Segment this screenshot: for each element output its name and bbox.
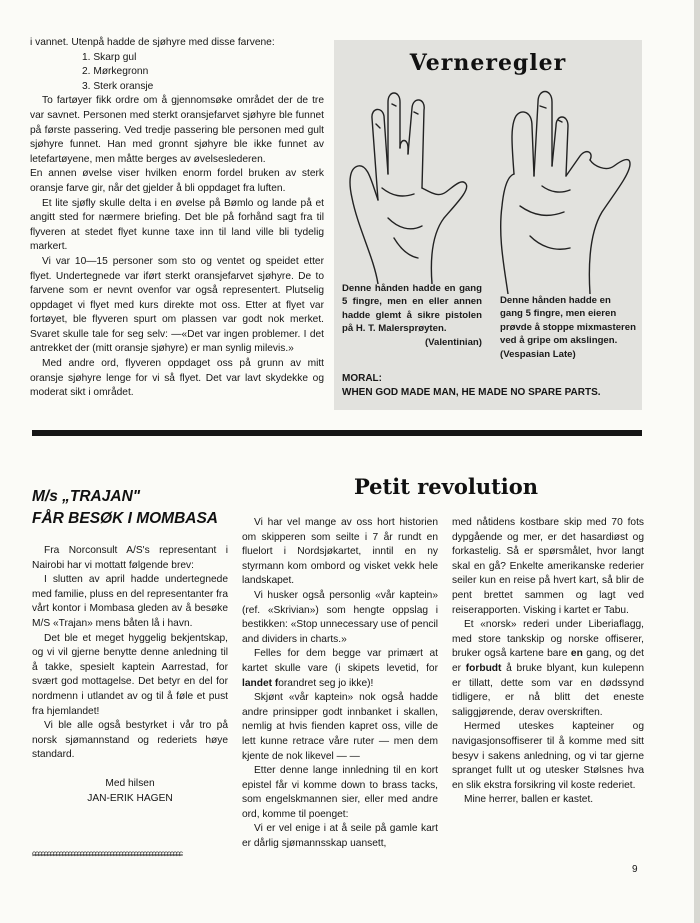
paragraph: Fra Norconsult A/S's representant i Nairobi har vi mottatt følgende brev: (32, 545, 228, 571)
text-run: å bruke blyant, kun kulepenn er tillatt, dette som var en dødssynd tidligere, er nå blitt det eneste saliggjørende, derav overskriften. (452, 662, 644, 718)
paragraph (242, 647, 438, 691)
petit-column-1 (242, 516, 438, 852)
signature-greeting: Med hilsen (105, 777, 155, 789)
caption-attribution: (Vespasian Late) (500, 348, 576, 360)
caption-attribution: (Valentinian) (424, 336, 482, 348)
paragraph: Det ble et meget hyggelig bekjentskap, og vi vil gjerne benytte denne anledning til å takke, spesielt kaptein Aarrestad, for svært god mottagelse. Det betyr en del for nordmenn i utlandet av og til å føle et pust fra hjemlandet! (32, 632, 228, 717)
trajan-article (32, 544, 228, 806)
paragraph: Vi husker også personlig «vår kaptein» (ref. «Skrivian») som hengte oppslag i bestikken: «Stop unnecessary use of pencil and dividers in charts.» (242, 589, 438, 645)
ornament-border: ɕɕɕɕɕɕɕɕɕɕɕɕɕɕɕɕɕɕɕɕɕɕɕɕɕɕɕɕɕɕɕɕɕɕɕɕɕɕɕɕɕɕɕɕɕɕɕɕɕɕ (32, 850, 182, 858)
trajan-headline (32, 486, 232, 530)
paragraph: I slutten av april hadde undertegnede med familie, pluss en del representanter fra vårt kontor i Mombasa gleden av å besøke M/S «Trajan» mens båten lå i havn. (32, 574, 228, 629)
text-run: orandret seg jo ikke)! (278, 677, 374, 689)
caption-right (500, 294, 636, 361)
moral-text: WHEN GOD MADE MAN, HE MADE NO SPARE PARTS. (342, 387, 601, 398)
hand-illustration-left (338, 88, 488, 284)
list-item: 2. Mørkegronn (82, 66, 149, 78)
paragraph: En annen øvelse viser hvilken enorm fordel bruken av sterk oransje farve gir, når det gjelder å bli oppdaget fra luften. (30, 168, 324, 194)
signature-name: JAN-ERIK HAGEN (87, 792, 173, 804)
paragraph: Vi er vel enige i at å seile på gamle kart er dårlig sjømannsskap uansett, (242, 823, 438, 850)
bold-text: landet f (242, 677, 279, 689)
paragraph: Hermed uteskes kapteiner og navigasjonsoffiserer til å komme med sitt besyv i sakens anledning, og vi tar gjerne spranget fullt ut og utesker Stølsnes hva en slik ekstra forsikring vil koste rederiet. (452, 721, 644, 791)
caption-left (342, 282, 482, 349)
paragraph: Vi var 10—15 personer som sto og ventet og speidet etter flyet. Undertegnede var iført sterkt oransjefarvet sjøhyre. De to farvene som er nevnt ovenfor var også representert. Plutselig oppdaget vi flyet med kurs direkte mot oss. Etter at flyet var fortøyet, ble flyveren spurt om plassen var godt nok merket. Svaret skulle tale for seg selv: —«Det var ingen problemer. I det antrekket der (mitt oransje sjøhyre) er man synlig milevis.» (30, 255, 324, 355)
caption-text: Denne hånden hadde en gang 5 fingre, men eieren prøvde å stoppe mixmasteren ved å gripe om akslingen. (500, 295, 636, 347)
verneregler-box (334, 40, 642, 410)
paragraph: To fartøyer fikk ordre om å gjennomsøke området der de tre var savnet. Personen med sterkt oransjefarvet sjøhyre ble funnet på første passering. Ved tredje passering ble personen med gult sjøhyre funnet. Han med gronnt sjøhyre ble ikke funnet av letefartøyene, men måtte berges av øvelseslederen. (30, 95, 324, 165)
text-run: Et «norsk» rederi under Liberiaflagg, med store tankskip og norske offiserer, bruker også kartene bare (452, 619, 644, 660)
text-run: Felles for dem begge var primært at kartet skulle vare (i skipets levetid, for (242, 648, 438, 674)
paragraph: Med andre ord, flyveren oppdaget oss på grunn av mitt oransje sjøhyre lenge for vi så flyet. Det var lavt skydekke og moderat sikt i området. (30, 358, 324, 399)
bold-text: forbudt (465, 662, 502, 674)
box-title: Verneregler (409, 50, 567, 76)
moral-label: MORAL: (342, 373, 382, 384)
headline-line: M/s „TRAJAN" (32, 488, 141, 505)
page-edge (694, 0, 700, 923)
headline-line: FÅR BESØK I MOMBASA (32, 510, 218, 527)
signature (32, 777, 228, 806)
paragraph (452, 618, 644, 720)
section-divider (32, 430, 642, 436)
color-list (30, 51, 324, 95)
paragraph: Vi ble alle også bestyrket i vår tro på norsk sjømannstand og rederiets høye standard. (32, 720, 228, 761)
list-item: 1. Skarp gul (82, 51, 137, 63)
petit-headline: Petit revolution (353, 474, 539, 499)
paragraph: Skjønt «vår kaptein» nok også hadde andre prinsipper godt innbanket i skallen, nemlig at hvis fienden kapret oss, ville de lett kunne retrace våre ruter — men dem kjente de nok likevel — — (242, 692, 438, 762)
paragraph: Mine herrer, ballen er kastet. (464, 794, 594, 806)
paragraph: med nåtidens kostbare skip med 70 fots dypgående og mer, er det hasardiøst og forkastelig. Så er spørsmålet, hvor langt skal en gå? Enkelte amerikanske rederier seiler kun en reise på hvert kart, så blir de pent brettet sammen og lagt ved reiserapporten. Visking i kartet er Tabu. (452, 517, 644, 616)
page-number: 9 (632, 864, 638, 875)
caption-text: Denne hånden hadde en gang 5 fingre, men en eller annen hadde glemt å sikre pistolen på H. T. Malersprøyten. (342, 283, 482, 335)
paragraph: Etter denne lange innledning til en kort epistel får vi komme down to brass tacks, som engelskmannen sier, eller med andre ord, komme til poenget: (242, 765, 438, 820)
bold-text: en (570, 648, 583, 660)
paragraph: Et lite sjøfly skulle delta i en øvelse på Bømlo og lande på et angitt sted for nærmere briefing. Det ble på forhånd sagt fra til flyveren at stedet flyet kunne taxe inn til land ville bli tydelig markert. (30, 197, 324, 253)
text-run: gang, og det er (452, 648, 644, 674)
list-item: 3. Sterk oransje (82, 80, 154, 92)
petit-column-2 (452, 516, 644, 808)
moral (342, 372, 638, 400)
hand-illustration-right (490, 86, 640, 294)
top-article (30, 36, 324, 401)
paragraph: Vi har vel mange av oss hort historien om skipperen som seilte i 7 år rundt en fluelort i Nordsjøkartet, inntil en ny styrmann kom ombord og visket vekk hele landskapet. (242, 517, 438, 587)
paragraph: i vannet. Utenpå hadde de sjøhyre med disse farvene: (30, 37, 275, 48)
